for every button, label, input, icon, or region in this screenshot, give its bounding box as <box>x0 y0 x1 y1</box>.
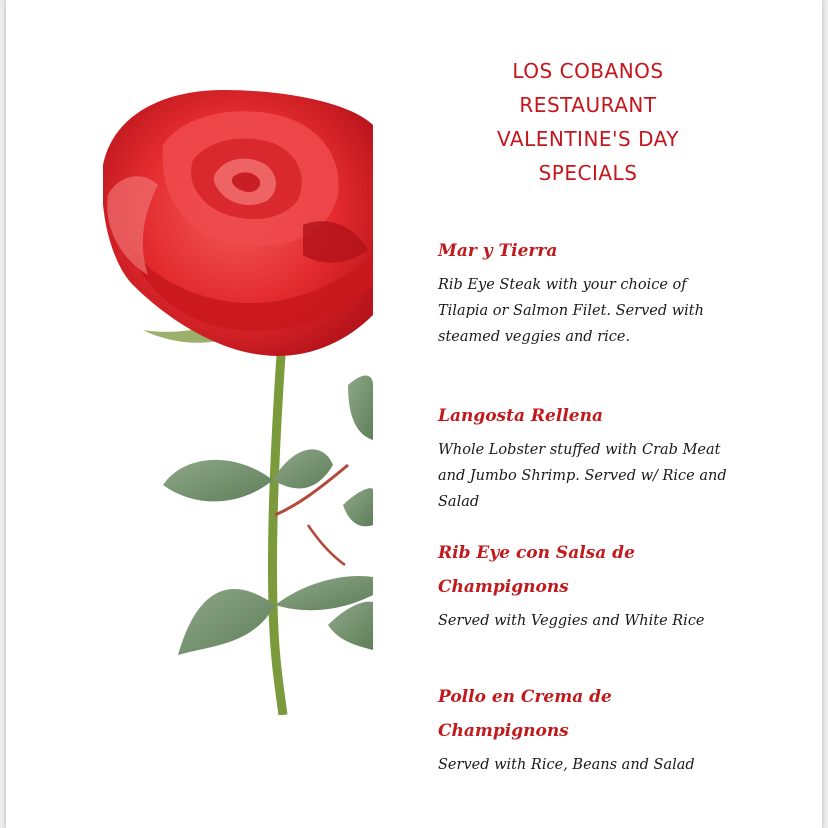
menu-item <box>438 234 738 350</box>
menu-item-description: Whole Lobster stuffed with Crab Meat and Jumbo Shrimp. Served w/ Rice and Salad <box>438 442 727 510</box>
menu-item <box>438 536 738 634</box>
rose-image <box>103 85 373 715</box>
header-line: SPECIALS <box>538 161 638 185</box>
menu-item-description: Rib Eye Steak with your choice of Tilapia or Salmon Filet. Served with steamed veggies and rice. <box>438 277 704 345</box>
menu-item-title: Rib Eye con Salsa de Champignons <box>438 543 635 597</box>
header-line: RESTAURANT <box>519 93 657 117</box>
menu-item-description: Served with Veggies and White Rice <box>438 613 705 629</box>
header-line: VALENTINE'S DAY <box>497 127 679 151</box>
menu-item-title: Langosta Rellena <box>438 406 603 426</box>
menu-item-title: Pollo en Crema de Champignons <box>438 687 612 741</box>
menu-item <box>438 680 738 778</box>
menu-item-title: Mar y Tierra <box>438 241 558 261</box>
header-line: LOS COBANOS <box>512 59 664 83</box>
menu-item <box>438 399 738 515</box>
restaurant-header <box>428 54 748 190</box>
menu-item-description: Served with Rice, Beans and Salad <box>438 757 695 773</box>
rose-icon <box>103 85 373 715</box>
menu-page <box>6 0 822 828</box>
menu-column <box>438 54 738 773</box>
